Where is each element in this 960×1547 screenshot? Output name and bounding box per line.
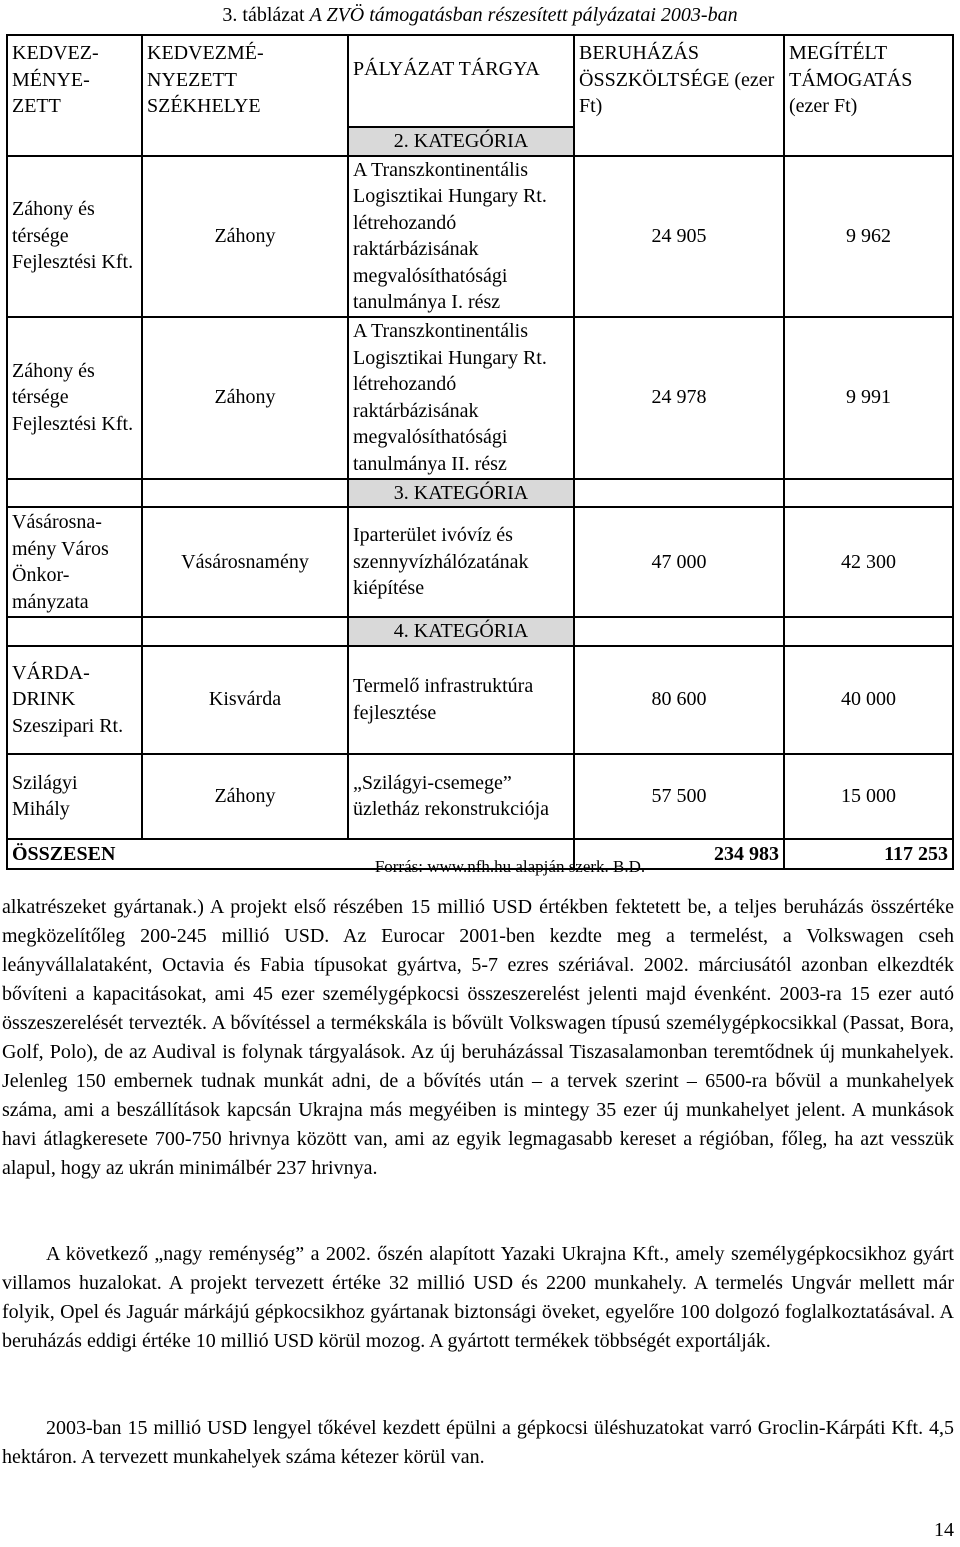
cell-subject: „Szilágyi-csemege” üzletház rekonstrukciója [348,754,574,839]
cell-beneficiary: Vásárosna-mény Város Önkor-mányzata [7,507,142,617]
header-row [7,35,953,127]
total-support: 117 253 [784,839,953,869]
header-support: MEGÍTÉLT TÁMOGATÁS (ezer Ft) [784,35,953,156]
table-row [7,156,953,317]
cell-beneficiary: Záhony és térsége Fejlesztési Kft. [7,156,142,317]
cell-subject: Iparterület ivóvíz és szennyvízhálózatának kiépítése [348,507,574,617]
cell-subject: A Transzkontinentális Logisztikai Hungary Rt. létrehozandó raktárbázisának megvalósíthatósági tanulmánya II. rész [348,317,574,479]
cell-beneficiary: VÁRDA-DRINK Szeszipari Rt. [7,646,142,754]
cell-seat: Záhony [142,156,348,317]
cell-seat: Záhony [142,754,348,839]
cell-subject: A Transzkontinentális Logisztikai Hungary Rt. létrehozandó raktárbázisának megvalósíthatósági tanulmánya I. rész [348,156,574,317]
cell-seat: Vásárosnamény [142,507,348,617]
table-row [7,507,953,617]
category-label: 3. KATEGÓRIA [348,479,574,508]
category-row [7,479,953,508]
category-label: 2. KATEGÓRIA [348,127,574,156]
cell-support: 42 300 [784,507,953,617]
table-row [7,317,953,479]
table-row [7,646,953,754]
cell-investment: 24 978 [574,317,784,479]
cell-seat: Záhony [142,317,348,479]
header-subject: PÁLYÁZAT TÁRGYA [348,35,574,127]
caption-title: A ZVÖ támogatásban részesített pályázatai 2003-ban [309,4,738,26]
cell-support: 9 991 [784,317,953,479]
table-row [7,754,953,839]
header-seat: KEDVEZMÉ-NYEZETT SZÉKHELYE [142,35,348,156]
cell-subject: Termelő infrastruktúra fejlesztése [348,646,574,754]
cell-support: 15 000 [784,754,953,839]
paragraph-2: A következő „nagy reménység” a 2002. őszén alapított Yazaki Ukrajna Kft., amely személygépkocsikhoz gyárt villamos huzalokat. A projekt tervezett értéke 32 millió USD és 2200 munkahely. A termelés Ungvár mellett már folyik, Opel és Jaguár márkájú gépkocsikhoz gyártanak biztonsági öveket, egyelőre 100 dolgozó foglalkoztatásával. A beruházás eddigi értéke 10 millió USD körül mozog. A gyártott termékek többségét exportálják. [2,1243,954,1352]
cell-beneficiary: Záhony és térsége Fejlesztési Kft. [7,317,142,479]
cell-seat: Kisvárda [142,646,348,754]
cell-investment: 47 000 [574,507,784,617]
cell-support: 40 000 [784,646,953,754]
paragraph-1: alkatrészeket gyártanak.) A projekt első részében 15 millió USD értékben fektetett be, a teljes beruházás összértéke megközelítőleg 200-245 millió USD. Az Eurocar 2001-ben kezdte meg a termelést, a Volkswagen cseh leányvállalataként, Octavia és Fabia típusokat gyártva, 5-7 ezres szériával. 2002. márciusától azonban elkezdték bővíteni a kapacitásokat, ami 45 ezer személygépkocsi összeszerelést jelenti majd évenként. 2003-ra 15 ezer autó összeszerelését tervezték. A bővítéssel a termékskála is bővült Volkswagen típusú személygépkocsikkal (Passat, Bora, Golf, Polo), de az Audival is folynak tárgyalások. Az új beruházással Tiszasalamonban teremtődnek új munkahelyek. Jelenleg 150 embernek tudnak munkát adni, de a bővítés után – a tervek szerint – 6500-ra bővül a munkahelyek száma, ami a beszállítások kapcsán Ukrajna más megyéiben is mintegy 35 ezer új munkahelyet jelent. A munkások havi átlagkeresete 700-750 hrivnya között van, ami az egyik legmagasabb kereset a régióban, főleg, ha azt vesszük alapul, hogy az ukrán minimálbér 237 hrivnya. [2,896,954,1179]
cell-investment: 24 905 [574,156,784,317]
table-caption [0,4,960,27]
cell-investment: 80 600 [574,646,784,754]
category-row [7,617,953,646]
page-number: 14 [934,1519,954,1541]
header-investment: BERUHÁZÁS ÖSSZKÖLTSÉGE (ezer Ft) [574,35,784,156]
total-investment: 234 983 [574,839,784,869]
cell-support: 9 962 [784,156,953,317]
grants-table [6,34,954,870]
caption-prefix: 3. táblázat [222,4,310,26]
cell-investment: 57 500 [574,754,784,839]
header-beneficiary: KEDVEZ-MÉNYE-ZETT [7,35,142,156]
category-label: 4. KATEGÓRIA [348,617,574,646]
paragraph-3: 2003-ban 15 millió USD lengyel tőkével kezdett épülni a gépkocsi üléshuzatokat varró Groclin-Kárpáti Kft. 4,5 hektáron. A tervezett munkahelyek száma kétezer körül van. [2,1417,954,1468]
total-label: ÖSSZESEN [7,839,574,869]
cell-beneficiary: Szilágyi Mihály [7,754,142,839]
table-source: Forrás: www.nfh.hu alapján szerk. B.D. [374,857,646,876]
